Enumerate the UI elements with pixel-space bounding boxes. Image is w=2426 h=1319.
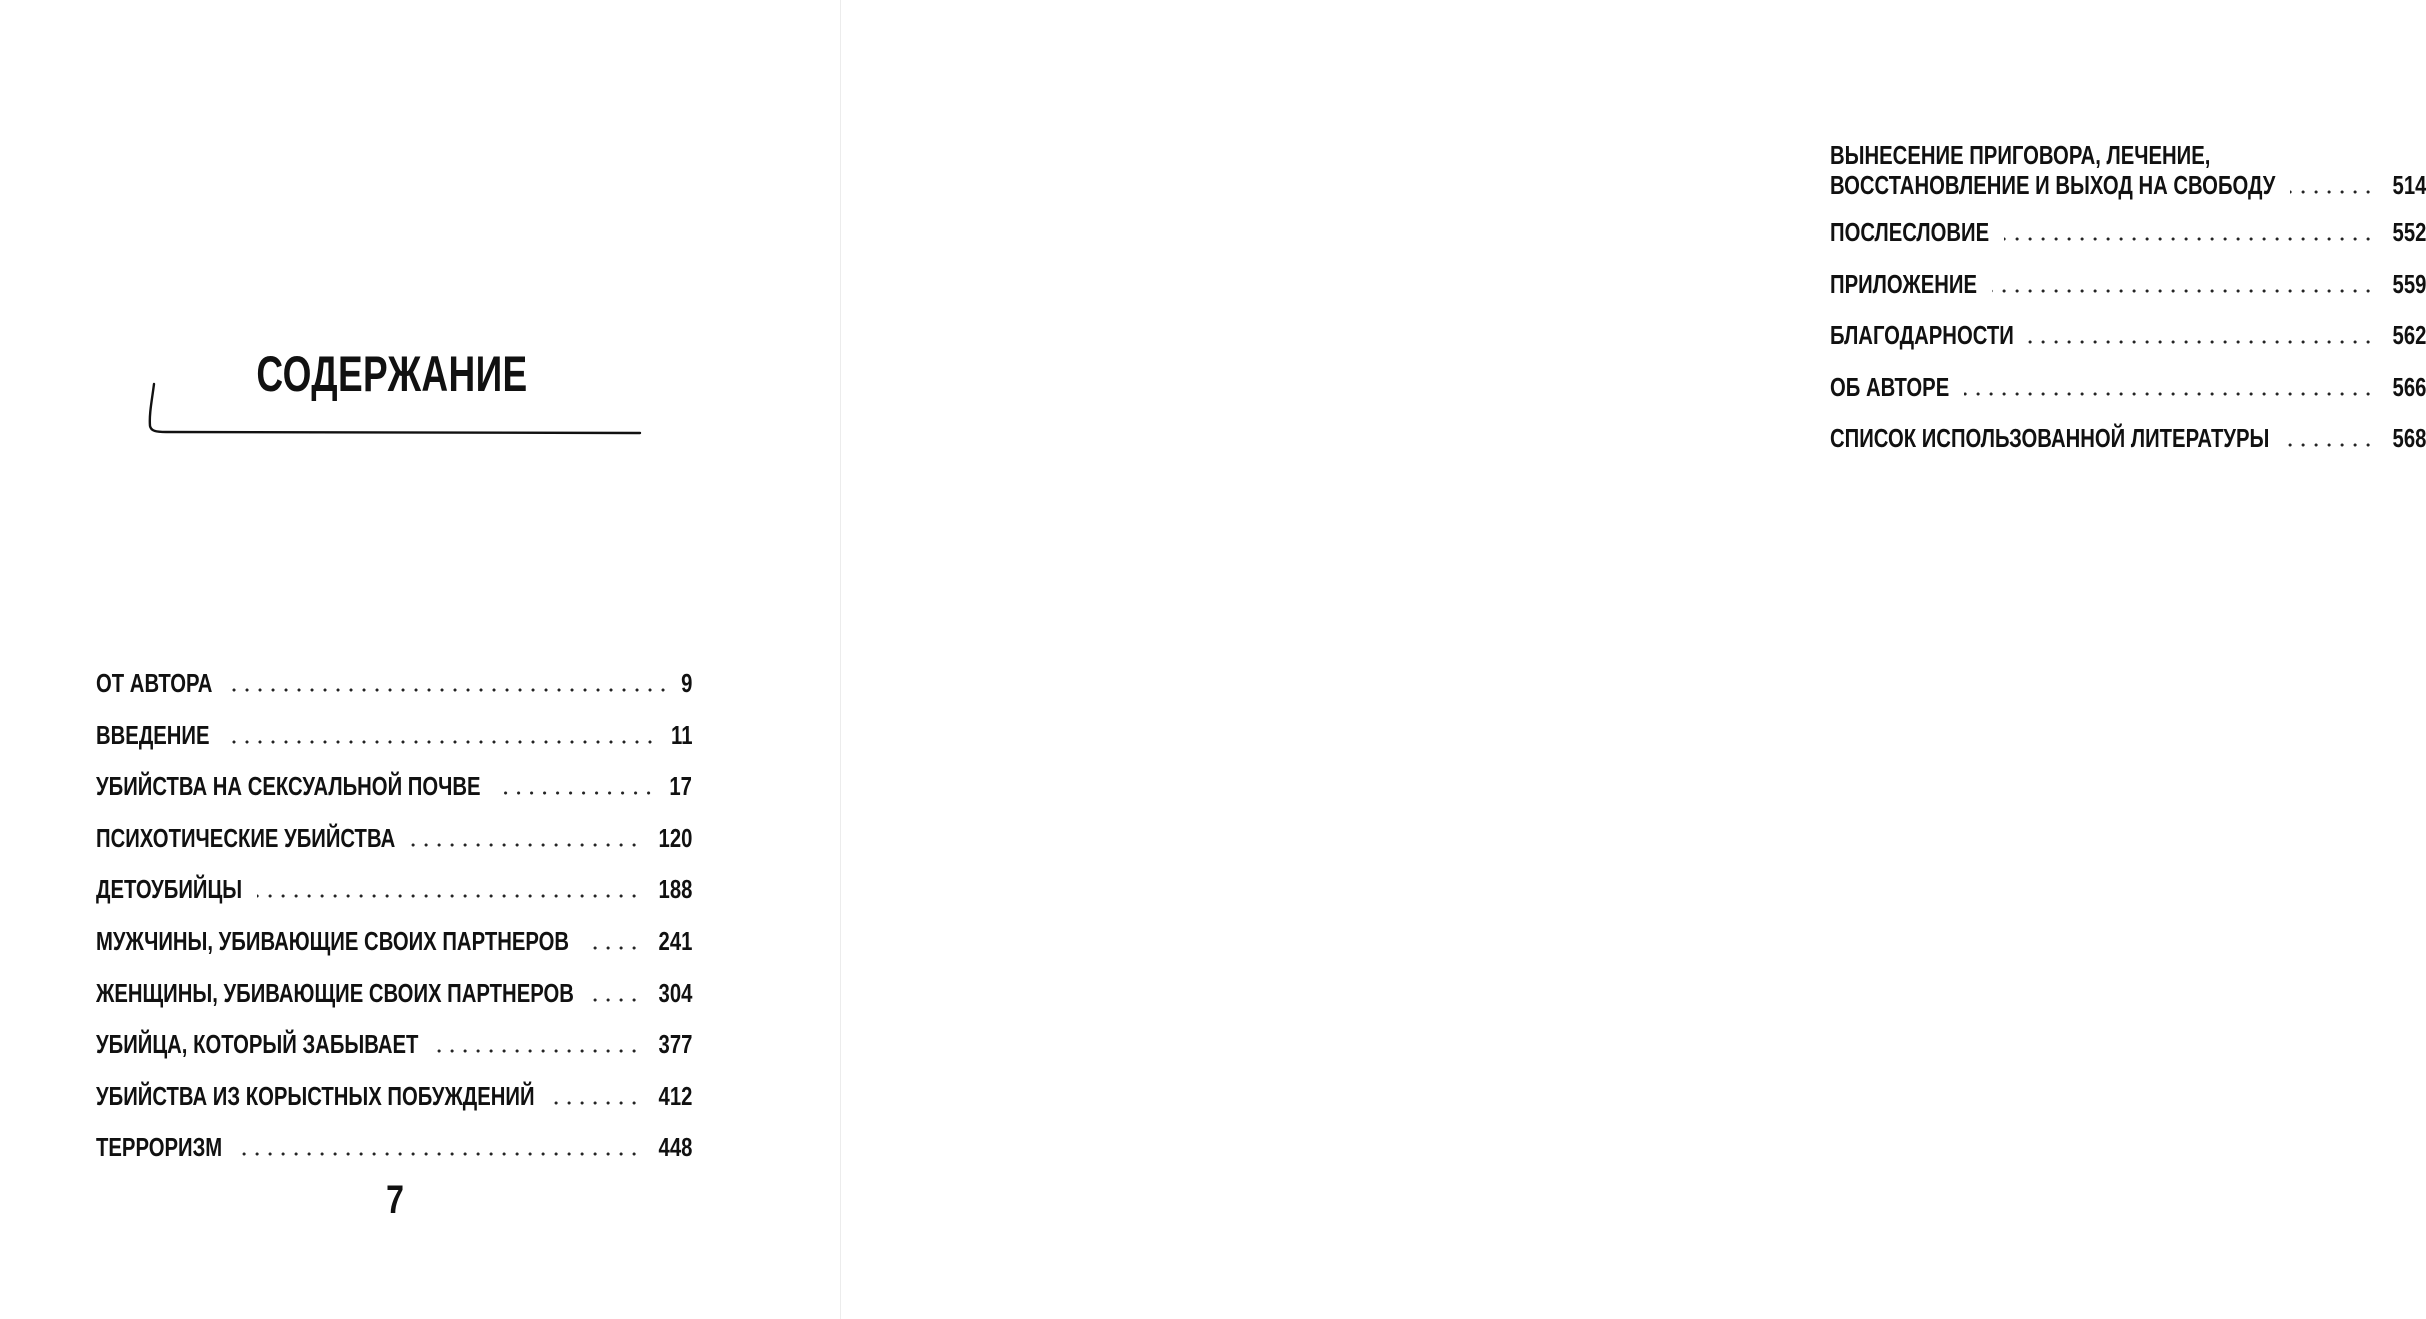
toc-entry[interactable] xyxy=(96,1025,692,1059)
toc-entry-page: 11 xyxy=(670,719,692,750)
toc-entry[interactable] xyxy=(1830,265,2426,299)
table-of-contents-left xyxy=(96,664,692,1180)
toc-entry[interactable] xyxy=(96,974,692,1008)
dot-leader xyxy=(1992,289,2375,293)
toc-entry-title: МУЖЧИНЫ, УБИВАЮЩИЕ СВОИХ ПАРТНЕРОВ xyxy=(96,925,570,956)
dot-leader xyxy=(495,791,655,795)
right-page xyxy=(841,0,2426,1319)
toc-entry-page: 17 xyxy=(669,771,692,802)
toc-entry[interactable] xyxy=(1830,213,2426,247)
page-title: СОДЕРЖАНИЕ xyxy=(256,346,528,402)
toc-entry-page: 566 xyxy=(2392,371,2426,402)
toc-entry-title: ОТ АВТОРА xyxy=(96,668,213,698)
toc-entry-page: 377 xyxy=(658,1029,692,1060)
dot-leader xyxy=(588,998,641,1002)
toc-entry-page: 188 xyxy=(658,874,692,905)
toc-entry-page: 120 xyxy=(658,822,692,853)
toc-entry-page: 9 xyxy=(680,668,692,698)
toc-entry-page: 559 xyxy=(2392,268,2426,299)
toc-entry[interactable] xyxy=(96,1077,692,1111)
dot-leader xyxy=(227,688,670,692)
toc-entry-title-line2: ВОССТАНОВЛЕНИЕ И ВЫХОД НА СВОБОДУ xyxy=(1830,170,2276,200)
dot-leader xyxy=(237,1152,641,1156)
toc-entry[interactable] xyxy=(96,922,692,956)
dot-leader xyxy=(549,1101,641,1105)
dot-leader xyxy=(224,740,657,744)
toc-entry[interactable] xyxy=(1830,316,2426,350)
toc-entry-title: ЖЕНЩИНЫ, УБИВАЮЩИЕ СВОИХ ПАРТНЕРОВ xyxy=(96,977,574,1008)
toc-entry-page: 241 xyxy=(658,925,692,956)
page-number: 7 xyxy=(386,1178,404,1222)
toc-entry-page: 562 xyxy=(2392,320,2426,351)
toc-entry-page: 568 xyxy=(2392,423,2426,454)
toc-entry-title: ДЕТОУБИЙЦЫ xyxy=(96,874,243,905)
toc-entry[interactable] xyxy=(96,664,692,698)
toc-entry-title: ВВЕДЕНИЕ xyxy=(96,719,210,750)
dot-leader xyxy=(2290,190,2375,194)
toc-entry[interactable] xyxy=(96,716,692,750)
toc-entry-title: СПИСОК ИСПОЛЬЗОВАННОЙ ЛИТЕРАТУРЫ xyxy=(1830,423,2270,454)
toc-entry[interactable] xyxy=(96,767,692,801)
dot-leader xyxy=(2004,237,2375,241)
dot-leader xyxy=(257,894,641,898)
toc-entry[interactable] xyxy=(96,1128,692,1162)
toc-entry-title: УБИЙЦА, КОТОРЫЙ ЗАБЫВАЕТ xyxy=(96,1029,419,1060)
toc-entry[interactable] xyxy=(96,819,692,853)
dot-leader xyxy=(584,946,641,950)
toc-entry-title: ПРИЛОЖЕНИЕ xyxy=(1830,268,1978,299)
toc-entry-title: ОБ АВТОРЕ xyxy=(1830,371,1950,402)
toc-entry-title: УБИЙСТВА НА СЕКСУАЛЬНОЙ ПОЧВЕ xyxy=(96,771,481,802)
toc-entry-title: ПСИХОТИЧЕСКИЕ УБИЙСТВА xyxy=(96,822,396,853)
dot-leader xyxy=(410,843,641,847)
dot-leader xyxy=(2284,443,2375,447)
toc-entry-title xyxy=(1830,140,2275,200)
toc-entry[interactable] xyxy=(1830,132,2426,200)
table-of-contents-right xyxy=(1830,132,2426,471)
hand-drawn-underline xyxy=(144,378,644,448)
dot-leader xyxy=(2028,340,2375,344)
toc-entry-page: 448 xyxy=(658,1132,692,1163)
toc-entry-page: 304 xyxy=(658,977,692,1008)
toc-entry[interactable] xyxy=(1830,419,2426,453)
toc-entry-title-line1: ВЫНЕСЕНИЕ ПРИГОВОРА, ЛЕЧЕНИЕ, xyxy=(1830,140,2211,170)
toc-entry-page: 514 xyxy=(2392,170,2426,200)
toc-entry-title: ТЕРРОРИЗМ xyxy=(96,1132,223,1163)
toc-entry-title: БЛАГОДАРНОСТИ xyxy=(1830,320,2014,351)
toc-entry-title: УБИЙСТВА ИЗ КОРЫСТНЫХ ПОБУЖДЕНИЙ xyxy=(96,1080,535,1111)
toc-entry-title: ПОСЛЕСЛОВИЕ xyxy=(1830,217,1990,247)
toc-entry-page: 552 xyxy=(2392,217,2426,247)
dot-leader xyxy=(433,1049,641,1053)
toc-entry[interactable] xyxy=(96,870,692,904)
dot-leader xyxy=(1964,392,2375,396)
toc-entry-page: 412 xyxy=(658,1080,692,1111)
toc-entry[interactable] xyxy=(1830,368,2426,402)
left-page xyxy=(0,0,840,1319)
